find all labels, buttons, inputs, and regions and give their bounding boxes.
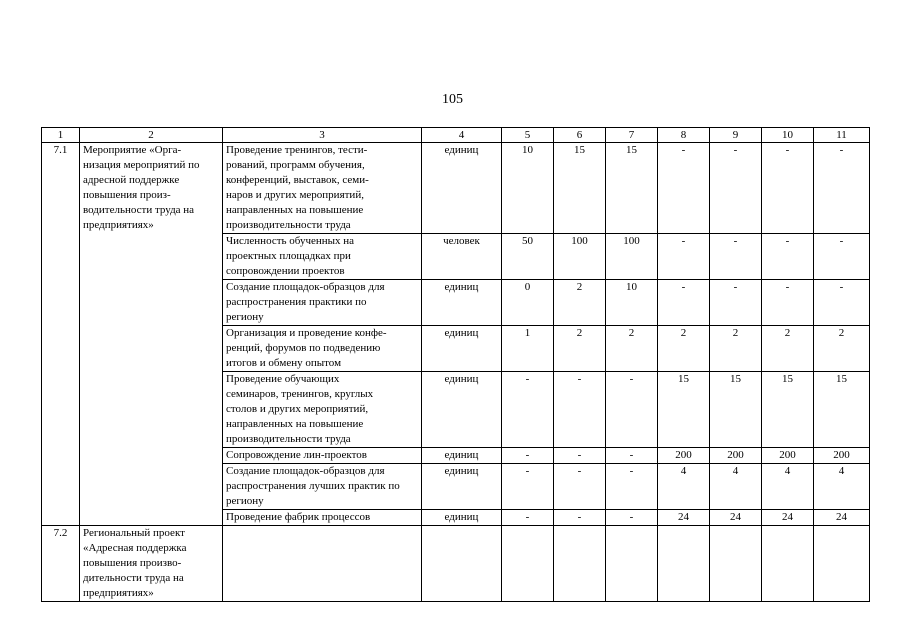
unit-cell: единиц xyxy=(422,372,502,448)
value-cell: - xyxy=(554,510,606,526)
value-cell: - xyxy=(762,280,814,326)
value-cell: - xyxy=(814,280,870,326)
value-cell: - xyxy=(502,464,554,510)
value-cell: - xyxy=(554,372,606,448)
value-cell: 2 xyxy=(658,326,710,372)
value-cell xyxy=(762,526,814,602)
value-cell: 4 xyxy=(658,464,710,510)
value-cell xyxy=(554,526,606,602)
column-header: 1 xyxy=(42,128,80,143)
column-header: 11 xyxy=(814,128,870,143)
value-cell: 1 xyxy=(502,326,554,372)
value-cell: 50 xyxy=(502,234,554,280)
column-header: 9 xyxy=(710,128,762,143)
value-cell: 4 xyxy=(814,464,870,510)
item-number: 7.2 xyxy=(42,526,80,602)
column-header: 5 xyxy=(502,128,554,143)
value-cell: 4 xyxy=(762,464,814,510)
column-header: 7 xyxy=(606,128,658,143)
value-cell: - xyxy=(554,464,606,510)
value-cell: - xyxy=(606,448,658,464)
unit-cell: единиц xyxy=(422,280,502,326)
unit-cell: единиц xyxy=(422,510,502,526)
value-cell: - xyxy=(502,510,554,526)
value-cell: 200 xyxy=(710,448,762,464)
value-cell: 10 xyxy=(502,143,554,234)
column-header: 4 xyxy=(422,128,502,143)
header-row xyxy=(42,128,870,143)
value-cell: - xyxy=(502,448,554,464)
indicator-cell: Создание площадок-образцов для распространения практики по региону xyxy=(223,280,422,326)
value-cell: 100 xyxy=(606,234,658,280)
column-header: 6 xyxy=(554,128,606,143)
value-cell: 100 xyxy=(554,234,606,280)
value-cell: - xyxy=(762,234,814,280)
item-number: 7.1 xyxy=(42,143,80,526)
column-header: 2 xyxy=(80,128,223,143)
value-cell: - xyxy=(606,372,658,448)
indicator-cell: Создание площадок-образцов для распространения лучших практик по региону xyxy=(223,464,422,510)
column-header: 8 xyxy=(658,128,710,143)
indicators-table xyxy=(41,127,870,602)
value-cell: - xyxy=(502,372,554,448)
value-cell: - xyxy=(762,143,814,234)
value-cell: - xyxy=(658,143,710,234)
value-cell: - xyxy=(658,280,710,326)
value-cell: 4 xyxy=(710,464,762,510)
indicator-cell: Организация и проведение конфе- ренций, форумов по подведению итогов и обмену опытом xyxy=(223,326,422,372)
item-name: Мероприятие «Орга- низация мероприятий по адресной поддержке повышения произ- водительности труда на предприятиях» xyxy=(80,143,223,526)
indicator-cell: Проведение тренингов, тести- рований, программ обучения, конференций, выставок, семи- наров и других мероприятий, направленных на повышение производительности труда xyxy=(223,143,422,234)
table-row xyxy=(42,143,870,234)
value-cell xyxy=(710,526,762,602)
value-cell: 24 xyxy=(658,510,710,526)
unit-cell: единиц xyxy=(422,464,502,510)
indicator-cell: Проведение обучающих семинаров, тренингов, круглых столов и других мероприятий, направленных на повышение производительности труда xyxy=(223,372,422,448)
value-cell: - xyxy=(658,234,710,280)
indicator-cell xyxy=(223,526,422,602)
value-cell: 15 xyxy=(554,143,606,234)
value-cell: - xyxy=(710,280,762,326)
column-header: 10 xyxy=(762,128,814,143)
table-row xyxy=(42,526,870,602)
unit-cell: человек xyxy=(422,234,502,280)
value-cell xyxy=(502,526,554,602)
indicator-cell: Проведение фабрик процессов xyxy=(223,510,422,526)
indicator-cell: Сопровождение лин-проектов xyxy=(223,448,422,464)
value-cell: 2 xyxy=(606,326,658,372)
value-cell: 0 xyxy=(502,280,554,326)
indicator-cell: Численность обученных на проектных площадках при сопровождении проектов xyxy=(223,234,422,280)
value-cell: 15 xyxy=(606,143,658,234)
value-cell: - xyxy=(554,448,606,464)
value-cell: 2 xyxy=(710,326,762,372)
value-cell: 2 xyxy=(554,326,606,372)
value-cell: 24 xyxy=(762,510,814,526)
unit-cell: единиц xyxy=(422,143,502,234)
value-cell: 15 xyxy=(658,372,710,448)
unit-cell: единиц xyxy=(422,326,502,372)
value-cell: 15 xyxy=(710,372,762,448)
value-cell: 200 xyxy=(814,448,870,464)
value-cell xyxy=(606,526,658,602)
unit-cell xyxy=(422,526,502,602)
value-cell: 24 xyxy=(710,510,762,526)
value-cell: 2 xyxy=(554,280,606,326)
value-cell: - xyxy=(814,143,870,234)
item-name: Региональный проект «Адресная поддержка повышения произво- дительности труда на предприятиях» xyxy=(80,526,223,602)
unit-cell: единиц xyxy=(422,448,502,464)
value-cell xyxy=(658,526,710,602)
value-cell: 2 xyxy=(814,326,870,372)
value-cell: - xyxy=(606,464,658,510)
value-cell: - xyxy=(710,234,762,280)
page-number: 105 xyxy=(442,92,463,107)
value-cell: 24 xyxy=(814,510,870,526)
value-cell: 200 xyxy=(658,448,710,464)
column-header: 3 xyxy=(223,128,422,143)
value-cell: - xyxy=(710,143,762,234)
value-cell xyxy=(814,526,870,602)
value-cell: - xyxy=(814,234,870,280)
value-cell: - xyxy=(606,510,658,526)
value-cell: 200 xyxy=(762,448,814,464)
value-cell: 10 xyxy=(606,280,658,326)
value-cell: 15 xyxy=(814,372,870,448)
value-cell: 2 xyxy=(762,326,814,372)
value-cell: 15 xyxy=(762,372,814,448)
